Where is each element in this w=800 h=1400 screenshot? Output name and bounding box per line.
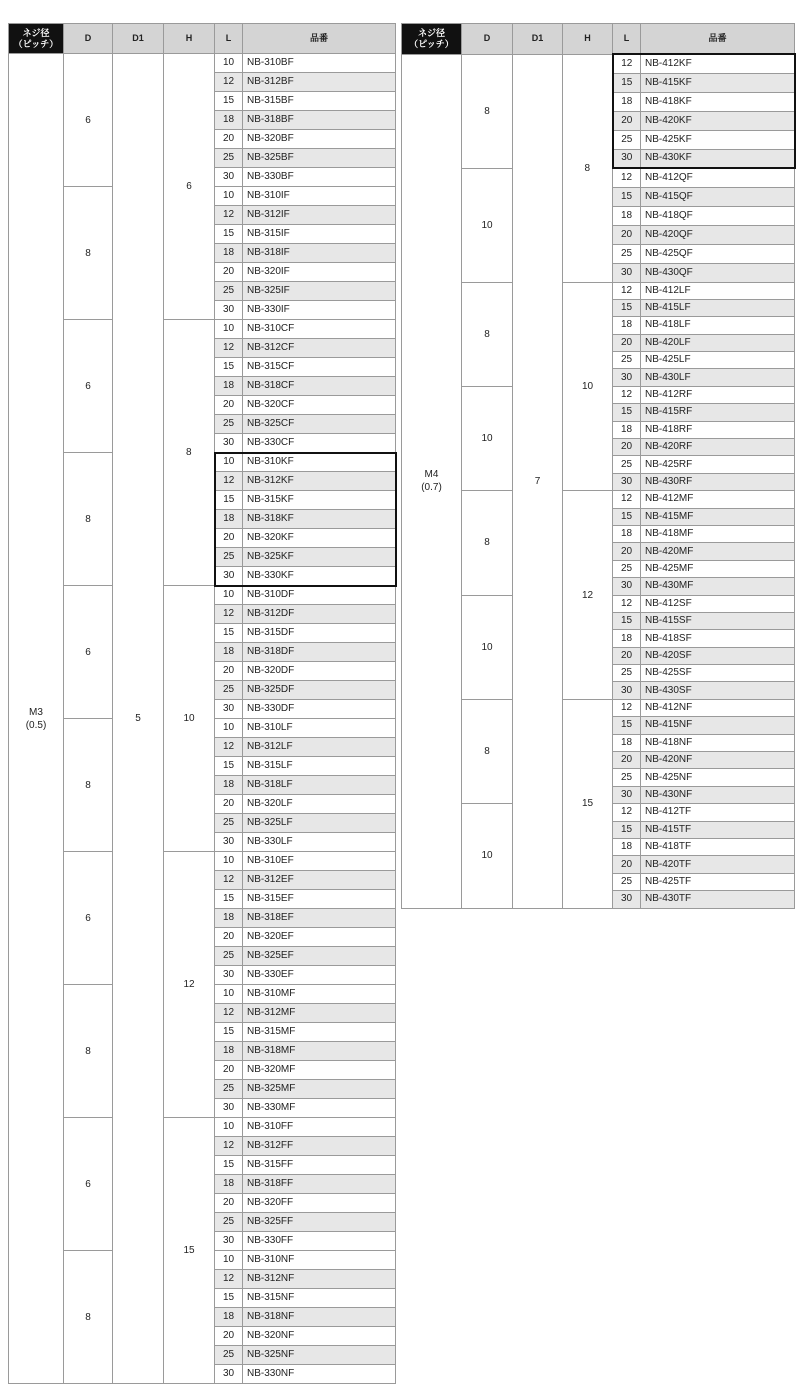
part-number-cell: NB-325FF — [243, 1213, 396, 1232]
part-number-cell: NB-420KF — [641, 111, 795, 130]
part-number-cell: NB-418MF — [641, 525, 795, 542]
table-row — [402, 54, 795, 73]
part-number-cell: NB-330FF — [243, 1232, 396, 1251]
part-number-cell: NB-315KF — [243, 491, 396, 510]
part-number-cell: NB-320NF — [243, 1327, 396, 1346]
part-number-cell: NB-325DF — [243, 681, 396, 700]
part-number-cell: NB-430SF — [641, 682, 795, 699]
part-number-cell: NB-325MF — [243, 1080, 396, 1099]
header-l: L — [215, 24, 243, 54]
header-h: H — [164, 24, 215, 54]
part-number-cell: NB-312CF — [243, 339, 396, 358]
part-number-cell: NB-320DF — [243, 662, 396, 681]
length-cell: 20 — [613, 543, 641, 560]
part-number-cell: NB-315NF — [243, 1289, 396, 1308]
part-number-cell: NB-330IF — [243, 301, 396, 320]
length-cell: 25 — [613, 873, 641, 890]
length-cell: 10 — [215, 719, 243, 738]
length-cell: 15 — [613, 821, 641, 838]
part-number-cell: NB-315FF — [243, 1156, 396, 1175]
part-number-cell: NB-325EF — [243, 947, 396, 966]
length-cell: 12 — [613, 491, 641, 508]
part-number-cell: NB-312MF — [243, 1004, 396, 1023]
d-cell: 8 — [64, 985, 113, 1118]
part-number-cell: NB-415RF — [641, 404, 795, 421]
part-number-cell: NB-420MF — [641, 543, 795, 560]
length-cell: 20 — [215, 529, 243, 548]
length-cell: 20 — [215, 1061, 243, 1080]
part-number-cell: NB-330NF — [243, 1365, 396, 1384]
part-number-cell: NB-315DF — [243, 624, 396, 643]
length-cell: 25 — [215, 814, 243, 833]
part-number-cell: NB-415MF — [641, 508, 795, 525]
part-number-cell: NB-330CF — [243, 434, 396, 453]
length-cell: 25 — [613, 769, 641, 786]
part-number-cell: NB-430QF — [641, 263, 795, 282]
part-number-cell: NB-320LF — [243, 795, 396, 814]
part-number-cell: NB-318KF — [243, 510, 396, 529]
part-number-cell: NB-420NF — [641, 752, 795, 769]
length-cell: 18 — [215, 377, 243, 396]
length-cell: 12 — [215, 339, 243, 358]
length-cell: 30 — [215, 1099, 243, 1118]
table-header-row — [402, 24, 795, 55]
h-cell: 8 — [164, 320, 215, 586]
length-cell: 30 — [215, 700, 243, 719]
header-d: D — [64, 24, 113, 54]
length-cell: 30 — [215, 434, 243, 453]
part-number-cell: NB-330DF — [243, 700, 396, 719]
length-cell: 30 — [215, 833, 243, 852]
length-cell: 30 — [613, 149, 641, 168]
part-number-cell: NB-320KF — [243, 529, 396, 548]
part-number-cell: NB-315IF — [243, 225, 396, 244]
part-number-cell: NB-330EF — [243, 966, 396, 985]
length-cell: 12 — [215, 206, 243, 225]
length-cell: 30 — [215, 301, 243, 320]
part-number-cell: NB-312IF — [243, 206, 396, 225]
thread-cell — [402, 54, 462, 908]
part-number-cell: NB-318BF — [243, 111, 396, 130]
length-cell: 18 — [215, 1175, 243, 1194]
part-number-cell: NB-310CF — [243, 320, 396, 339]
length-cell: 12 — [215, 605, 243, 624]
d1-cell: 7 — [513, 54, 563, 908]
table-row — [9, 320, 396, 339]
part-number-cell: NB-318CF — [243, 377, 396, 396]
length-cell: 15 — [613, 299, 641, 316]
thread-cell — [9, 54, 64, 1384]
part-number-cell: NB-420SF — [641, 647, 795, 664]
table-row — [9, 586, 396, 605]
header-thread-line2: （ピッチ） — [409, 38, 454, 49]
h-cell: 6 — [164, 54, 215, 320]
part-number-cell: NB-420QF — [641, 225, 795, 244]
d-cell: 8 — [64, 187, 113, 320]
length-cell: 15 — [215, 358, 243, 377]
length-cell: 10 — [215, 54, 243, 73]
part-number-cell: NB-310EF — [243, 852, 396, 871]
length-cell: 10 — [215, 453, 243, 472]
length-cell: 20 — [613, 225, 641, 244]
part-number-cell: NB-418KF — [641, 92, 795, 111]
length-cell: 18 — [215, 643, 243, 662]
part-number-cell: NB-318IF — [243, 244, 396, 263]
header-thread-line1: ネジ径 — [22, 27, 50, 38]
length-cell: 20 — [215, 263, 243, 282]
length-cell: 20 — [215, 662, 243, 681]
length-cell: 20 — [613, 647, 641, 664]
length-cell: 20 — [613, 752, 641, 769]
length-cell: 30 — [613, 891, 641, 908]
length-cell: 30 — [215, 567, 243, 586]
length-cell: 12 — [613, 699, 641, 716]
part-number-cell: NB-330MF — [243, 1099, 396, 1118]
length-cell: 12 — [215, 1270, 243, 1289]
length-cell: 30 — [215, 168, 243, 187]
length-cell: 20 — [215, 795, 243, 814]
part-number-cell: NB-425LF — [641, 352, 795, 369]
d-cell: 8 — [64, 453, 113, 586]
length-cell: 30 — [215, 1232, 243, 1251]
header-h: H — [563, 24, 613, 55]
length-cell: 18 — [613, 206, 641, 225]
length-cell: 25 — [215, 282, 243, 301]
length-cell: 30 — [215, 966, 243, 985]
h-cell: 15 — [563, 699, 613, 908]
length-cell: 10 — [215, 852, 243, 871]
length-cell: 25 — [215, 947, 243, 966]
length-cell: 25 — [613, 456, 641, 473]
spec-table-m4 — [401, 23, 796, 909]
part-number-cell: NB-310BF — [243, 54, 396, 73]
table-row — [9, 1118, 396, 1137]
length-cell: 25 — [215, 681, 243, 700]
d-cell: 6 — [64, 852, 113, 985]
part-number-cell: NB-312LF — [243, 738, 396, 757]
length-cell: 12 — [215, 73, 243, 92]
header-thread — [9, 24, 64, 54]
length-cell: 18 — [613, 525, 641, 542]
part-number-cell: NB-430TF — [641, 891, 795, 908]
part-number-cell: NB-312BF — [243, 73, 396, 92]
length-cell: 25 — [215, 1080, 243, 1099]
part-number-cell: NB-430MF — [641, 578, 795, 595]
part-number-cell: NB-418TF — [641, 839, 795, 856]
part-number-cell: NB-415TF — [641, 821, 795, 838]
part-number-cell: NB-315BF — [243, 92, 396, 111]
length-cell: 25 — [613, 244, 641, 263]
part-number-cell: NB-412KF — [641, 54, 795, 73]
length-cell: 18 — [613, 317, 641, 334]
part-number-cell: NB-315EF — [243, 890, 396, 909]
part-number-cell: NB-412SF — [641, 595, 795, 612]
d-cell: 6 — [64, 586, 113, 719]
length-cell: 12 — [215, 1004, 243, 1023]
d1-cell: 5 — [113, 54, 164, 1384]
length-cell: 15 — [215, 491, 243, 510]
part-number-cell: NB-430KF — [641, 149, 795, 168]
part-number-cell: NB-320FF — [243, 1194, 396, 1213]
length-cell: 18 — [215, 244, 243, 263]
part-number-cell: NB-418SF — [641, 630, 795, 647]
length-cell: 10 — [215, 1118, 243, 1137]
length-cell: 15 — [613, 612, 641, 629]
part-number-cell: NB-312DF — [243, 605, 396, 624]
thread-line: M4 — [424, 469, 439, 481]
header-d: D — [462, 24, 513, 55]
length-cell: 10 — [215, 1251, 243, 1270]
length-cell: 15 — [215, 1023, 243, 1042]
length-cell: 12 — [613, 386, 641, 403]
part-number-cell: NB-418NF — [641, 734, 795, 751]
length-cell: 20 — [215, 130, 243, 149]
length-cell: 25 — [613, 130, 641, 149]
part-number-cell: NB-325BF — [243, 149, 396, 168]
length-cell: 20 — [613, 334, 641, 351]
length-cell: 18 — [613, 630, 641, 647]
part-number-cell: NB-418LF — [641, 317, 795, 334]
thread-line: (0.5) — [25, 719, 47, 731]
length-cell: 25 — [613, 665, 641, 682]
length-cell: 20 — [613, 439, 641, 456]
h-cell: 8 — [563, 54, 613, 282]
part-number-cell: NB-312NF — [243, 1270, 396, 1289]
part-number-cell: NB-310KF — [243, 453, 396, 472]
d-cell: 8 — [462, 282, 513, 386]
part-number-cell: NB-310LF — [243, 719, 396, 738]
length-cell: 12 — [613, 595, 641, 612]
length-cell: 25 — [215, 149, 243, 168]
part-number-cell: NB-415SF — [641, 612, 795, 629]
length-cell: 30 — [613, 786, 641, 803]
part-number-cell: NB-330BF — [243, 168, 396, 187]
length-cell: 15 — [613, 187, 641, 206]
length-cell: 20 — [613, 856, 641, 873]
part-number-cell: NB-425NF — [641, 769, 795, 786]
part-number-cell: NB-430NF — [641, 786, 795, 803]
length-cell: 15 — [215, 757, 243, 776]
length-cell: 30 — [613, 263, 641, 282]
h-cell: 10 — [164, 586, 215, 852]
length-cell: 25 — [215, 1346, 243, 1365]
part-number-cell: NB-318FF — [243, 1175, 396, 1194]
length-cell: 20 — [215, 1327, 243, 1346]
part-number-cell: NB-325IF — [243, 282, 396, 301]
part-number-cell: NB-310IF — [243, 187, 396, 206]
header-thread-line1: ネジ径 — [417, 27, 445, 38]
header-part-no: 品番 — [641, 24, 795, 55]
h-cell: 10 — [563, 282, 613, 491]
table-row — [9, 852, 396, 871]
part-number-cell: NB-330KF — [243, 567, 396, 586]
d-cell: 8 — [462, 491, 513, 595]
length-cell: 15 — [613, 717, 641, 734]
header-l: L — [613, 24, 641, 55]
length-cell: 12 — [215, 472, 243, 491]
part-number-cell: NB-425TF — [641, 873, 795, 890]
length-cell: 15 — [215, 225, 243, 244]
length-cell: 12 — [215, 1137, 243, 1156]
length-cell: 18 — [215, 909, 243, 928]
part-number-cell: NB-425KF — [641, 130, 795, 149]
part-number-cell: NB-310FF — [243, 1118, 396, 1137]
part-number-cell: NB-312KF — [243, 472, 396, 491]
length-cell: 18 — [613, 839, 641, 856]
part-number-cell: NB-318LF — [243, 776, 396, 795]
table-row — [9, 54, 396, 73]
header-d1: D1 — [513, 24, 563, 55]
length-cell: 12 — [215, 871, 243, 890]
header-thread-line2: （ピッチ） — [13, 38, 59, 49]
part-number-cell: NB-312FF — [243, 1137, 396, 1156]
d-cell: 8 — [462, 699, 513, 803]
d-cell: 10 — [462, 168, 513, 282]
h-cell: 12 — [563, 491, 613, 700]
d-cell: 10 — [462, 595, 513, 699]
part-number-cell: NB-318EF — [243, 909, 396, 928]
part-number-cell: NB-325CF — [243, 415, 396, 434]
header-part-no: 品番 — [243, 24, 396, 54]
length-cell: 18 — [215, 510, 243, 529]
length-cell: 20 — [215, 396, 243, 415]
length-cell: 30 — [613, 473, 641, 490]
part-number-cell: NB-315MF — [243, 1023, 396, 1042]
part-number-cell: NB-420RF — [641, 439, 795, 456]
d-cell: 10 — [462, 804, 513, 908]
length-cell: 18 — [215, 1308, 243, 1327]
part-number-cell: NB-315CF — [243, 358, 396, 377]
length-cell: 30 — [613, 682, 641, 699]
length-cell: 30 — [613, 369, 641, 386]
part-number-cell: NB-415QF — [641, 187, 795, 206]
length-cell: 10 — [215, 985, 243, 1004]
length-cell: 15 — [215, 92, 243, 111]
part-number-cell: NB-420TF — [641, 856, 795, 873]
length-cell: 10 — [215, 320, 243, 339]
length-cell: 15 — [613, 508, 641, 525]
part-number-cell: NB-418RF — [641, 421, 795, 438]
length-cell: 18 — [215, 111, 243, 130]
length-cell: 18 — [215, 1042, 243, 1061]
part-number-cell: NB-430RF — [641, 473, 795, 490]
part-number-cell: NB-310DF — [243, 586, 396, 605]
length-cell: 25 — [215, 415, 243, 434]
part-number-cell: NB-310NF — [243, 1251, 396, 1270]
part-number-cell: NB-415KF — [641, 73, 795, 92]
part-number-cell: NB-412LF — [641, 282, 795, 299]
header-d1: D1 — [113, 24, 164, 54]
d-cell: 8 — [64, 719, 113, 852]
length-cell: 18 — [613, 421, 641, 438]
length-cell: 12 — [613, 54, 641, 73]
spec-table-m3 — [8, 23, 397, 1384]
h-cell: 12 — [164, 852, 215, 1118]
part-number-cell: NB-315LF — [243, 757, 396, 776]
part-number-cell: NB-425RF — [641, 456, 795, 473]
thread-line: M3 — [29, 706, 43, 718]
part-number-cell: NB-320CF — [243, 396, 396, 415]
d-cell: 8 — [64, 1251, 113, 1384]
length-cell: 25 — [215, 548, 243, 567]
length-cell: 20 — [215, 1194, 243, 1213]
part-number-cell: NB-418QF — [641, 206, 795, 225]
length-cell: 18 — [215, 776, 243, 795]
length-cell: 12 — [613, 282, 641, 299]
length-cell: 12 — [613, 804, 641, 821]
part-number-cell: NB-425SF — [641, 665, 795, 682]
length-cell: 20 — [613, 111, 641, 130]
d-cell: 10 — [462, 386, 513, 490]
length-cell: 15 — [215, 624, 243, 643]
part-number-cell: NB-318DF — [243, 643, 396, 662]
part-number-cell: NB-310MF — [243, 985, 396, 1004]
part-number-cell: NB-325LF — [243, 814, 396, 833]
d-cell: 6 — [64, 320, 113, 453]
length-cell: 20 — [215, 928, 243, 947]
length-cell: 12 — [613, 168, 641, 187]
d-cell: 6 — [64, 54, 113, 187]
part-number-cell: NB-318NF — [243, 1308, 396, 1327]
length-cell: 15 — [613, 404, 641, 421]
table-header-row — [9, 24, 396, 54]
part-number-cell: NB-415NF — [641, 717, 795, 734]
length-cell: 30 — [215, 1365, 243, 1384]
part-number-cell: NB-320EF — [243, 928, 396, 947]
length-cell: 18 — [613, 734, 641, 751]
part-number-cell: NB-412RF — [641, 386, 795, 403]
part-number-cell: NB-420LF — [641, 334, 795, 351]
part-number-cell: NB-425QF — [641, 244, 795, 263]
length-cell: 15 — [215, 1156, 243, 1175]
part-number-cell: NB-412QF — [641, 168, 795, 187]
part-number-cell: NB-318MF — [243, 1042, 396, 1061]
length-cell: 10 — [215, 586, 243, 605]
length-cell: 30 — [613, 578, 641, 595]
part-number-cell: NB-415LF — [641, 299, 795, 316]
part-number-cell: NB-312EF — [243, 871, 396, 890]
h-cell: 15 — [164, 1118, 215, 1384]
part-number-cell: NB-430LF — [641, 369, 795, 386]
length-cell: 25 — [613, 352, 641, 369]
d-cell: 6 — [64, 1118, 113, 1251]
length-cell: 15 — [215, 1289, 243, 1308]
part-number-cell: NB-412MF — [641, 491, 795, 508]
part-number-cell: NB-425MF — [641, 560, 795, 577]
part-number-cell: NB-330LF — [243, 833, 396, 852]
part-number-cell: NB-320IF — [243, 263, 396, 282]
length-cell: 25 — [613, 560, 641, 577]
part-number-cell: NB-320BF — [243, 130, 396, 149]
d-cell: 8 — [462, 54, 513, 168]
length-cell: 12 — [215, 738, 243, 757]
thread-line: (0.7) — [421, 482, 442, 494]
length-cell: 15 — [215, 890, 243, 909]
length-cell: 25 — [215, 1213, 243, 1232]
header-thread — [402, 24, 462, 55]
part-number-cell: NB-412NF — [641, 699, 795, 716]
part-number-cell: NB-320MF — [243, 1061, 396, 1080]
length-cell: 10 — [215, 187, 243, 206]
part-number-cell: NB-325KF — [243, 548, 396, 567]
part-number-cell: NB-412TF — [641, 804, 795, 821]
part-number-cell: NB-325NF — [243, 1346, 396, 1365]
length-cell: 15 — [613, 73, 641, 92]
length-cell: 18 — [613, 92, 641, 111]
